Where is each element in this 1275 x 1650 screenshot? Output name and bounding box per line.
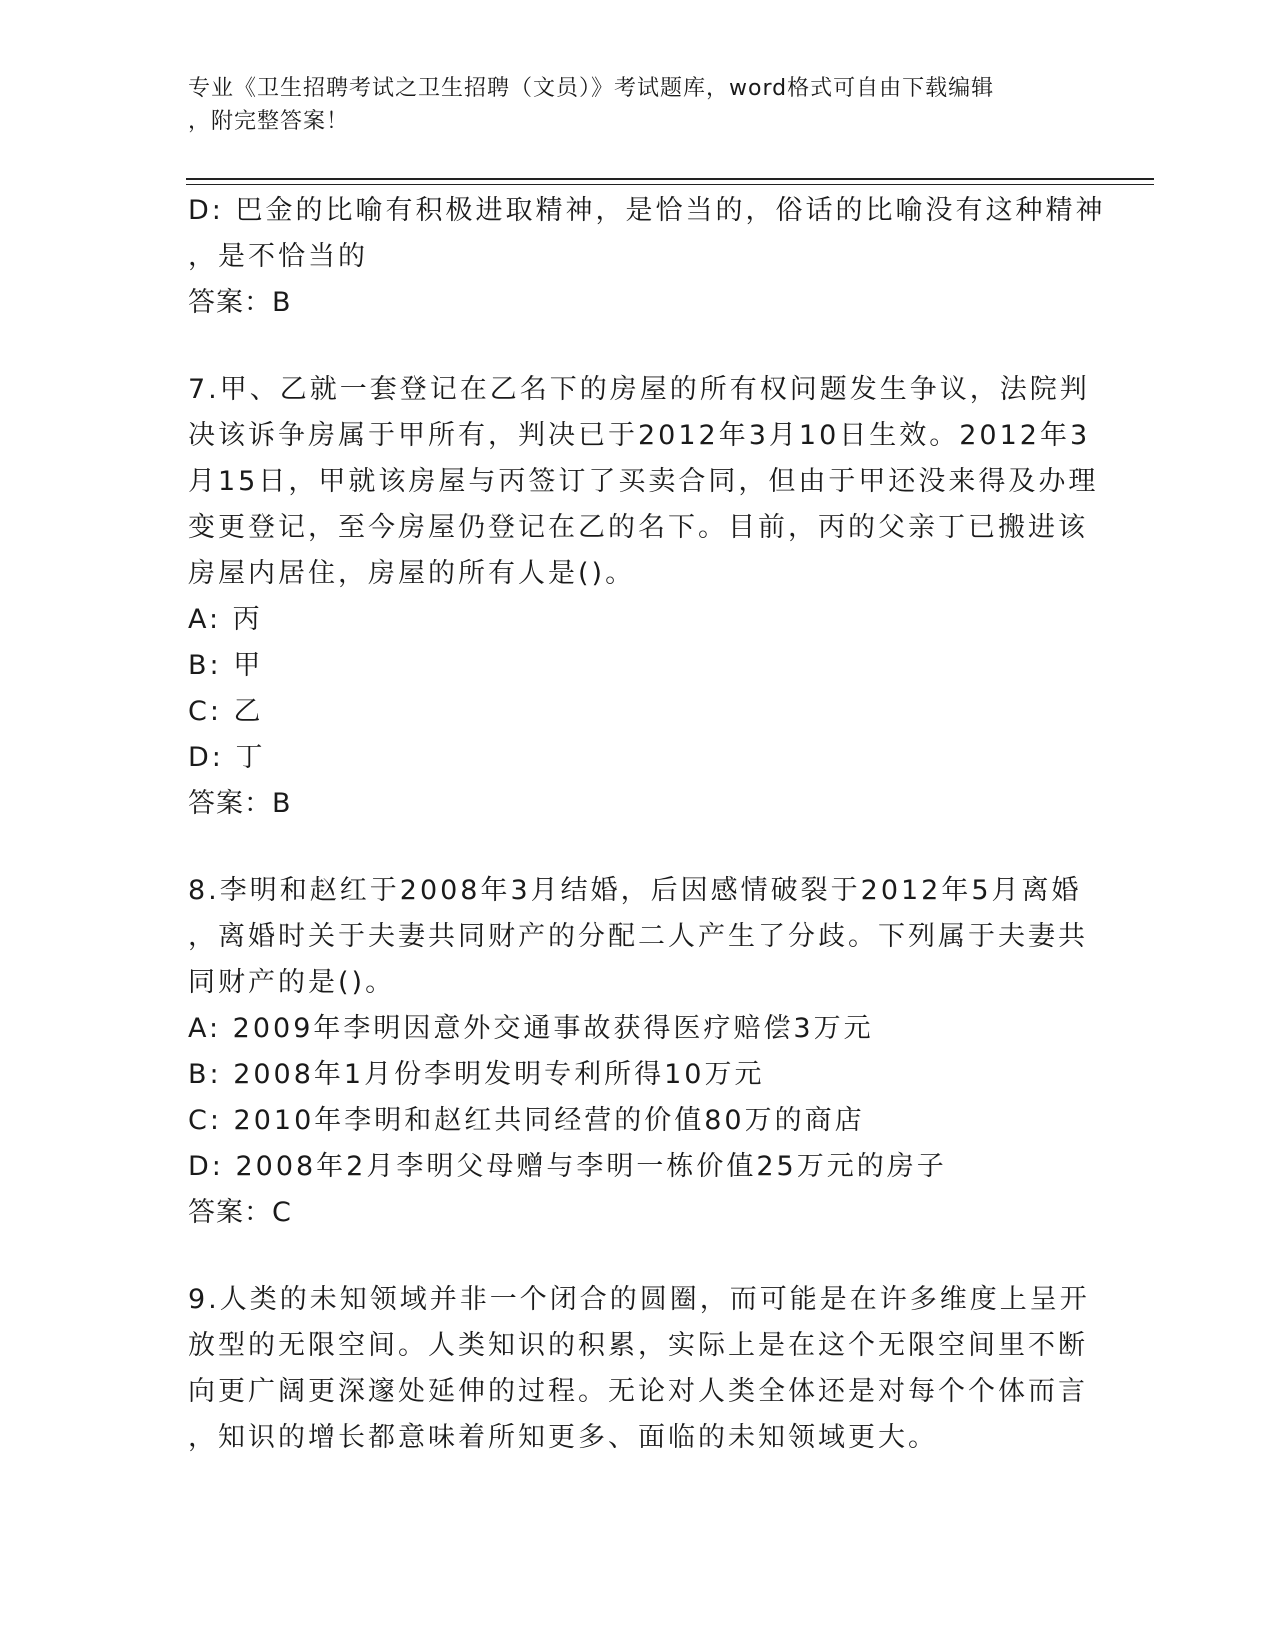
question-7 bbox=[188, 367, 1099, 827]
header-rule-thin bbox=[186, 184, 1154, 185]
option-c: C: 乙 bbox=[188, 696, 264, 727]
question-stem-line: 月15日，甲就该房屋与丙签订了买卖合同，但由于甲还没来得及办理 bbox=[188, 466, 1099, 497]
option-d-line-1: D: 巴金的比喻有积极进取精神，是恰当的，俗话的比喻没有这种精神 bbox=[188, 195, 1106, 226]
option-a: A: 丙 bbox=[188, 604, 263, 635]
document-header bbox=[188, 72, 1088, 138]
option-d: D: 丁 bbox=[188, 742, 266, 773]
question-9 bbox=[188, 1277, 1088, 1461]
option-d-line-2: ，是不恰当的 bbox=[188, 241, 368, 272]
spacer bbox=[188, 1236, 1088, 1277]
question-stem-line: 变更登记，至今房屋仍登记在乙的名下。目前，丙的父亲丁已搬进该 bbox=[188, 512, 1088, 543]
question-stem-line: 8.李明和赵红于2008年3月结婚，后因感情破裂于2012年5月离婚 bbox=[188, 875, 1082, 906]
answer-line: 答案：B bbox=[188, 788, 292, 819]
header-line-1: 专业《卫生招聘考试之卫生招聘（文员）》考试题库，word格式可自由下载编辑 bbox=[188, 76, 995, 101]
question-stem-line: 放型的无限空间。人类知识的积累，实际上是在这个无限空间里不断 bbox=[188, 1330, 1088, 1361]
option-a: A: 2009年李明因意外交通事故获得医疗赔偿3万元 bbox=[188, 1013, 874, 1044]
question-stem-line: 7.甲、乙就一套登记在乙名下的房屋的所有权问题发生争议，法院判 bbox=[188, 374, 1090, 405]
header-rule-thick bbox=[186, 178, 1154, 180]
question-stem-line: 9.人类的未知领域并非一个闭合的圆圈，而可能是在许多维度上呈开 bbox=[188, 1284, 1090, 1315]
option-b: B: 甲 bbox=[188, 650, 264, 681]
question-stem-line: 同财产的是()。 bbox=[188, 967, 396, 998]
question-stem-line: 决该诉争房属于甲所有，判决已于2012年3月10日生效。2012年3 bbox=[188, 420, 1091, 451]
option-c: C: 2010年李明和赵红共同经营的价值80万的商店 bbox=[188, 1105, 865, 1136]
option-b: B: 2008年1月份李明发明专利所得10万元 bbox=[188, 1059, 765, 1090]
question-stem-line: ，离婚时关于夫妻共同财产的分配二人产生了分歧。下列属于夫妻共 bbox=[188, 921, 1088, 952]
header-line-2: ，附完整答案！ bbox=[188, 109, 350, 134]
question-8 bbox=[188, 868, 1088, 1236]
spacer bbox=[188, 326, 1088, 367]
answer-line: 答案：B bbox=[188, 287, 292, 318]
question-stem-line: 房屋内居住，房屋的所有人是()。 bbox=[188, 558, 636, 589]
question-stem-line: ，知识的增长都意味着所知更多、面临的未知领域更大。 bbox=[188, 1422, 938, 1453]
document-body bbox=[188, 188, 1106, 1461]
answer-line: 答案：C bbox=[188, 1197, 292, 1228]
previous-question-tail bbox=[188, 188, 1106, 326]
question-stem-line: 向更广阔更深邃处延伸的过程。无论对人类全体还是对每个个体而言 bbox=[188, 1376, 1088, 1407]
option-d: D: 2008年2月李明父母赠与李明一栋价值25万元的房子 bbox=[188, 1151, 947, 1182]
spacer bbox=[188, 827, 1088, 868]
